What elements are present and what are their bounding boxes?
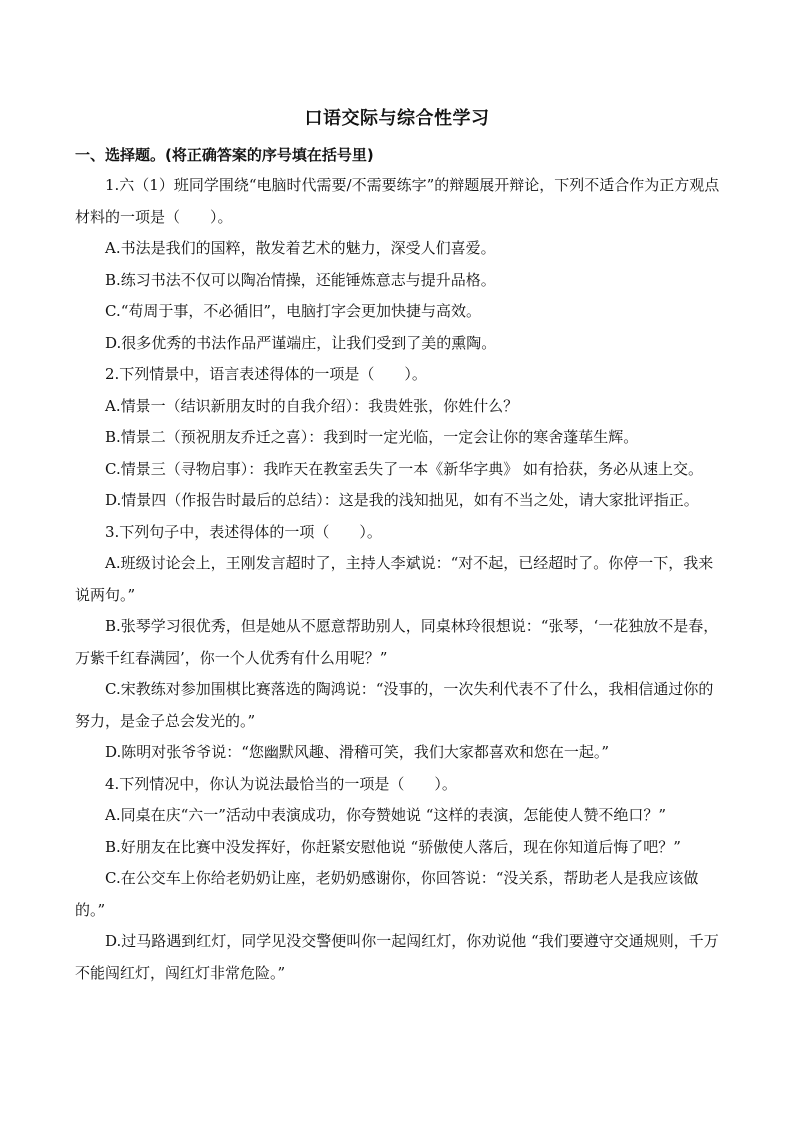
question-2-option-d: D.情景四（作报告时最后的总结）：这是我的浅知拙见，如有不当之处，请大家批评指正。	[105, 491, 699, 509]
question-3-stem: 3.下列句子中，表述得体的一项（ ）。	[105, 522, 382, 541]
question-4-option-d: D.过马路遇到红灯，同学见没交警便叫你一起闯红灯，你劝说他 “我们要遵守交通规则，千万不能闯红灯，闯红灯非常危险。”	[75, 932, 719, 982]
question-4-option-a: A.同桌在庆“六一”活动中表演成功，你夸赞她说 “这样的表演，怎能使人赞不绝口？”	[105, 806, 667, 824]
question-2-option-a: A.情景一（结识新朋友时的自我介绍）：我贵姓张，你姓什么？	[105, 396, 519, 415]
question-2-option-c: C.情景三（寻物启事）：我昨天在教室丢失了一本《新华字典》 如有拾获，务必从速上交。	[105, 459, 703, 478]
question-3-option-a: A.班级讨论会上，王刚发言超时了，主持人李斌说：“对不起，已经超时了。你停一下，我来说两句。”	[75, 554, 714, 604]
question-2-stem: 2.下列情景中，语言表述得体的一项是（ ）。	[105, 365, 427, 383]
question-1-stem: 1.六（1）班同学围绕“电脑时代需要/不需要练字”的辩题展开辩论，下列不适合作为正方观点材料的一项是（ ）。	[75, 176, 720, 226]
question-3-option-d: D.陈明对张爷爷说：“您幽默风趣、滑稽可笑，我们大家都喜欢和您在一起。”	[105, 743, 610, 761]
question-3-option-c: C.宋教练对参加围棋比赛落选的陶鸿说：“没事的，一次失利代表不了什么，我相信通过你的努力，是金子总会发光的。”	[75, 680, 714, 730]
question-1-option-d: D.很多优秀的书法作品严谨端庄，让我们受到了美的熏陶。	[105, 333, 497, 352]
question-4-option-c: C.在公交车上你给老奶奶让座，老奶奶感谢你，你回答说：“没关系，帮助老人是我应该做的。”	[75, 869, 699, 919]
question-1-option-b: B.练习书法不仅可以陶冶情操，还能锤炼意志与提升品格。	[105, 270, 496, 289]
question-4-option-b: B.好朋友在比赛中没发挥好，你赶紧安慰他说 “骄傲使人落后，现在你知道后悔了吧？”	[105, 837, 681, 856]
question-2-option-b: B.情景二（预祝朋友乔迁之喜）：我到时一定光临，一定会让你的寒舍蓬荜生辉。	[105, 428, 639, 446]
page-title: 口语交际与综合性学习	[304, 108, 490, 129]
section-heading: 一、选择题。(将正确答案的序号填在括号里)	[75, 146, 374, 164]
question-1-option-a: A.书法是我们的国粹，散发着艺术的魅力，深受人们喜爱。	[105, 239, 496, 257]
question-3-option-b: B.张琴学习很优秀，但是她从不愿意帮助别人，同桌林玲很想说：“张琴，‘一花独放不是春，万紫千红春满园’，你一个人优秀有什么用呢？”	[75, 617, 719, 667]
question-1-option-c: C.“苟周于事，不必循旧”，电脑打字会更加快捷与高效。	[105, 302, 482, 320]
question-body	[75, 170, 723, 989]
question-4-stem: 4.下列情况中，你认为说法最恰当的一项是（ ）。	[105, 774, 457, 793]
